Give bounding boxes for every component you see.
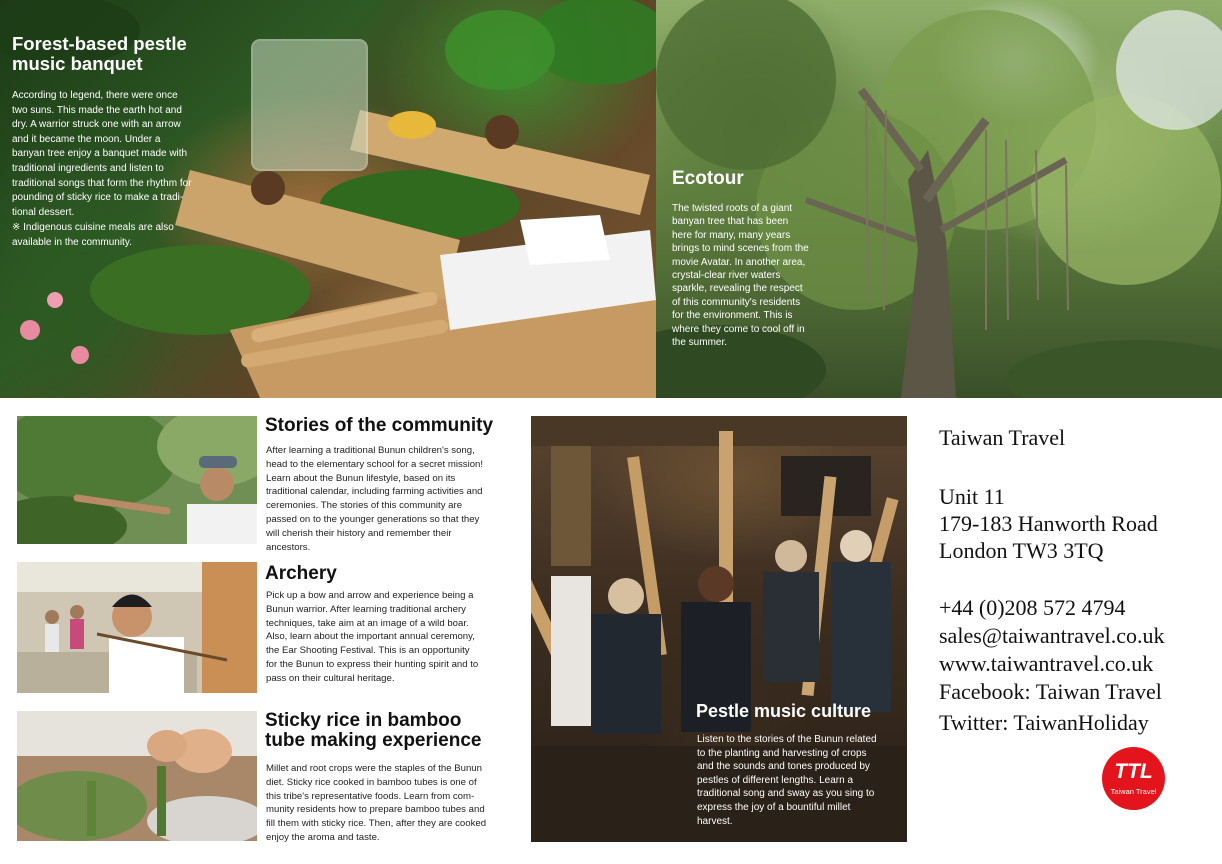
text-line: for the Bunun to express their hunting spirit and to [266,658,479,670]
text-line: According to legend, there were once [12,90,178,101]
text-line: sparkle, revealing the respect [672,283,803,295]
phone-number[interactable]: +44 (0)208 572 4794 [939,595,1126,620]
text-line: crystal-clear river waters [672,270,781,282]
text-line: Learn about the Bunun lifestyle, based on its [266,472,456,484]
title-line: Archery [265,563,337,584]
text-line: munity residents how to prepare bamboo tubes and [266,804,485,816]
text-line: banyan tree enjoy a banquet made with [12,148,188,160]
text-line: harvest. [697,815,733,827]
text-line: and it became the moon. Under a [12,133,161,145]
text-line: the Ear Shooting Festival. This is an opportunity [266,645,470,657]
text-line: here for many, many years [672,229,791,241]
text-line: for the environment. This is [672,310,793,322]
title-line: Sticky rice in bamboo [265,710,462,731]
text-line: The twisted roots of a giant [672,203,793,214]
title-line: Stories of the community [265,415,494,436]
text-line: techniques, take aim at an image of a wild boar. [266,617,469,629]
banquet-title-line1: Forest-based pestle [12,33,187,54]
sticky-rice-title [265,711,481,751]
sticky-rice-photo-illustration [17,711,257,841]
pestle-music-photo [531,416,907,842]
text-line: ancestors. [266,541,311,553]
address-line: London TW3 3TQ [939,538,1104,563]
banquet-description [12,89,212,220]
text-line: ceremonies. The stories of this community are [266,500,463,512]
text-line: banyan tree that has been [672,216,789,228]
ecotour-title: Ecotour [672,168,744,189]
banyan-tree-photo-panel [656,0,1222,398]
banquet-note [12,221,212,250]
facebook-link[interactable]: Facebook: Taiwan Travel [939,679,1162,704]
stories-photo-illustration [17,416,257,544]
text-line: the summer. [672,337,728,349]
text-line: head to the elementary school for a secret mission! [266,458,484,470]
pestle-title: Pestle music culture [696,701,872,721]
website-link[interactable]: www.taiwantravel.co.uk [939,651,1154,676]
text-line: of this community's residents [672,296,801,308]
text-line: movie Avatar. In another area, [672,256,806,268]
email-link[interactable]: sales@taiwantravel.co.uk [939,623,1165,648]
text-line: traditional ingredients and listen to [12,162,164,174]
banquet-title-line2: music banquet [12,53,143,74]
address-block [939,483,1158,564]
logo-text: TTL [1114,760,1153,783]
archery-photo [17,562,257,693]
text-line: pestles of different lengths. Learn a [697,774,854,786]
text-line: passed on to the younger generations so that they [266,513,480,525]
archery-photo-illustration [17,562,257,693]
text-line: traditional song and sway as you sing to [697,788,875,800]
text-line: dry. A warrior struck one with an arrow [12,119,181,131]
text-line: pounding of sticky rice to make a tradi- [12,192,184,204]
text-line: pass on their cultural heritage. [266,672,395,684]
text-line: enjoy the aroma and taste. [266,831,380,843]
text-line: where they come to cool off in [672,323,805,335]
stories-description [266,444,516,554]
text-line: Listen to the stories of the Bunun related [697,734,877,745]
text-line: Pick up a bow and arrow and experience being a [266,590,474,601]
title-line: tube making experience [265,730,482,751]
text-line: to the planting and harvesting of crops [697,747,867,759]
contact-details [939,594,1165,737]
text-line: will cherish their history and remember their [266,527,452,539]
text-line: brings to mind scenes from the [672,243,809,255]
sticky-rice-description [266,762,516,845]
text-line: two suns. This made the earth hot and [12,104,182,116]
banquet-photo-panel [0,0,656,398]
twitter-link[interactable]: Twitter: TaiwanHoliday [939,710,1149,735]
address-line: Unit 11 [939,484,1005,509]
pestle-description [697,733,897,828]
text-line: fill them with sticky rice. Then, after they are cooked [266,818,487,830]
text-line: traditional songs that form the rhythm for [12,177,192,189]
text-line: tional dessert. [12,206,75,218]
text-line: After learning a traditional Bunun children's song, [266,445,475,456]
text-line: diet. Sticky rice cooked in bamboo tubes is one of [266,776,477,788]
archery-description [266,589,516,686]
ttl-logo [1102,747,1165,810]
text-line: express the joy of a bountiful millet [697,801,851,813]
text-line: Also, learn about the important annual ceremony, [266,631,475,643]
company-name: Taiwan Travel [939,425,1066,450]
address-line: 179-183 Hanworth Road [939,511,1158,536]
text-line: traditional calendar, including farming activities and [266,486,483,498]
logo-subtext: Taiwan Travel [1110,787,1157,796]
sticky-rice-photo [17,711,257,841]
text-line: Millet and root crops were the staples of the Bunun [266,763,482,774]
text-line: Bunun warrior. After learning traditional archery [266,603,466,615]
text-line: ※ Indigenous cuisine meals are also [12,222,174,233]
archery-title [265,564,337,584]
stories-photo [17,416,257,544]
text-line: and the sounds and tones produced by [697,761,870,773]
ecotour-description [672,202,822,349]
text-line: this tribe's representative foods. Learn from com- [266,790,475,802]
stories-title [265,416,493,436]
text-line: available in the community. [12,236,132,248]
